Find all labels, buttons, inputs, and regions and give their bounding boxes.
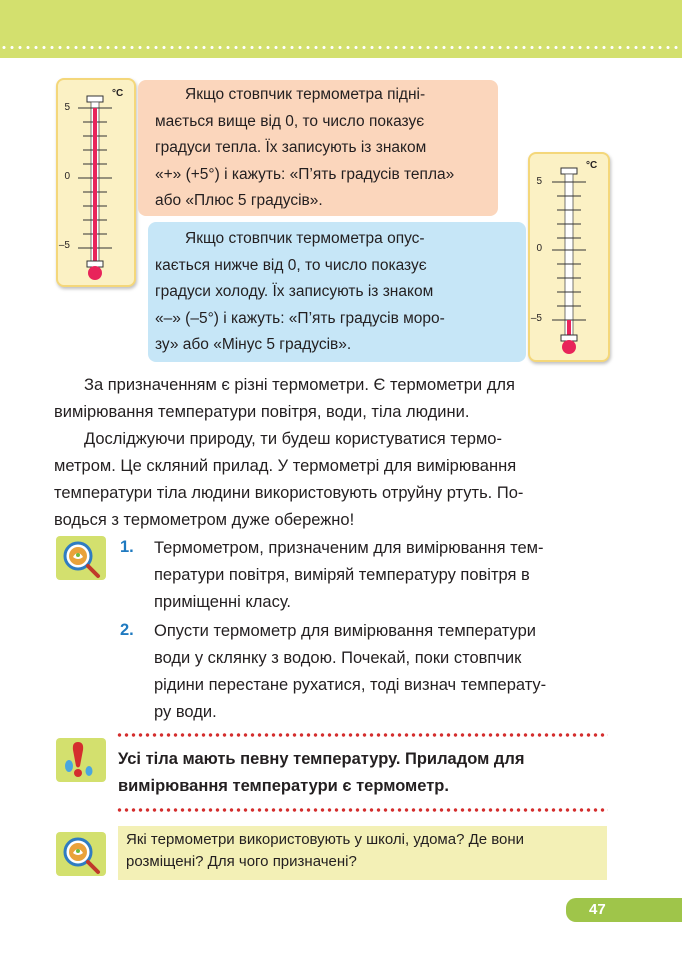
unit-label: °C: [586, 160, 598, 171]
warm-info-text: Якщо стовпчик термометра підні- мається вище від 0, то число показує градуси тепла. Їх записують із знаком «+» (+5°) і кажуть: «П’ять градусів тепла» або «Плюс 5 градусів».: [155, 86, 455, 209]
question-box: Які термометри використовують у школі, удома? Де вони розміщені? Для чого призначені?: [118, 826, 607, 880]
thermometer-scale-icon: [530, 154, 608, 360]
thermometer-warm: [56, 78, 136, 287]
rule-bottom-divider: [116, 808, 608, 812]
magnifier-question-icon: [56, 832, 106, 876]
paragraph-thermometer-usage: Досліджуючи природу, ти будеш користуватися термо- метром. Це скляний прилад. У термометрі для вимірювання температури тіла людини використовують отруйну ртуть. По- водься з термометром дуже обережно!: [54, 430, 524, 529]
tick-label-minus-5: –5: [58, 240, 70, 251]
header-band: [0, 0, 682, 58]
tick-label-5: 5: [536, 176, 542, 187]
task-number-2: 2.: [120, 621, 134, 639]
tick-label-5: 5: [64, 102, 70, 113]
page-number-tab: [566, 898, 682, 922]
cold-info-box: [148, 222, 526, 362]
thermometer-scale-icon: [58, 80, 134, 285]
rule-top-divider: [116, 733, 608, 737]
header-dotted-line: [0, 46, 682, 49]
cold-info-text: Якщо стовпчик термометра опус- кається нижче від 0, то число показує градуси холоду. Їх записують із знаком «–» (–5°) і кажуть: «П’ять градусів моро- зу» або «Мінус 5 градусів».: [155, 230, 445, 353]
page-number: 47: [589, 901, 606, 918]
task-number-1: 1.: [120, 538, 134, 556]
tick-label-0: 0: [64, 171, 70, 182]
mercury-column: [93, 108, 97, 268]
tick-label-0: 0: [536, 243, 542, 254]
exclamation-icon: [56, 738, 106, 782]
tick-label-minus-5: –5: [530, 313, 542, 324]
task-1-text: Термометром, призначеним для вимірювання тем- ператури повітря, виміряй температуру повітря в приміщенні класу.: [154, 539, 544, 611]
warm-info-box: [138, 80, 498, 216]
magnifier-task-icon: [56, 536, 106, 580]
rule-text: Усі тіла мають певну температуру. Приладом для вимірювання температури є термометр.: [118, 750, 525, 795]
unit-label: °C: [112, 88, 124, 99]
thermometer-cold: [528, 152, 610, 362]
paragraph-thermometer-types: За призначенням є різні термометри. Є термометри для вимірювання температури повітря, води, тіла людини.: [54, 376, 515, 421]
task-2-text: Опусти термометр для вимірювання температури води у склянку з водою. Почекай, поки стовпчик рідини перестане рухатися, тоді визнач температу- ру води.: [154, 622, 547, 721]
